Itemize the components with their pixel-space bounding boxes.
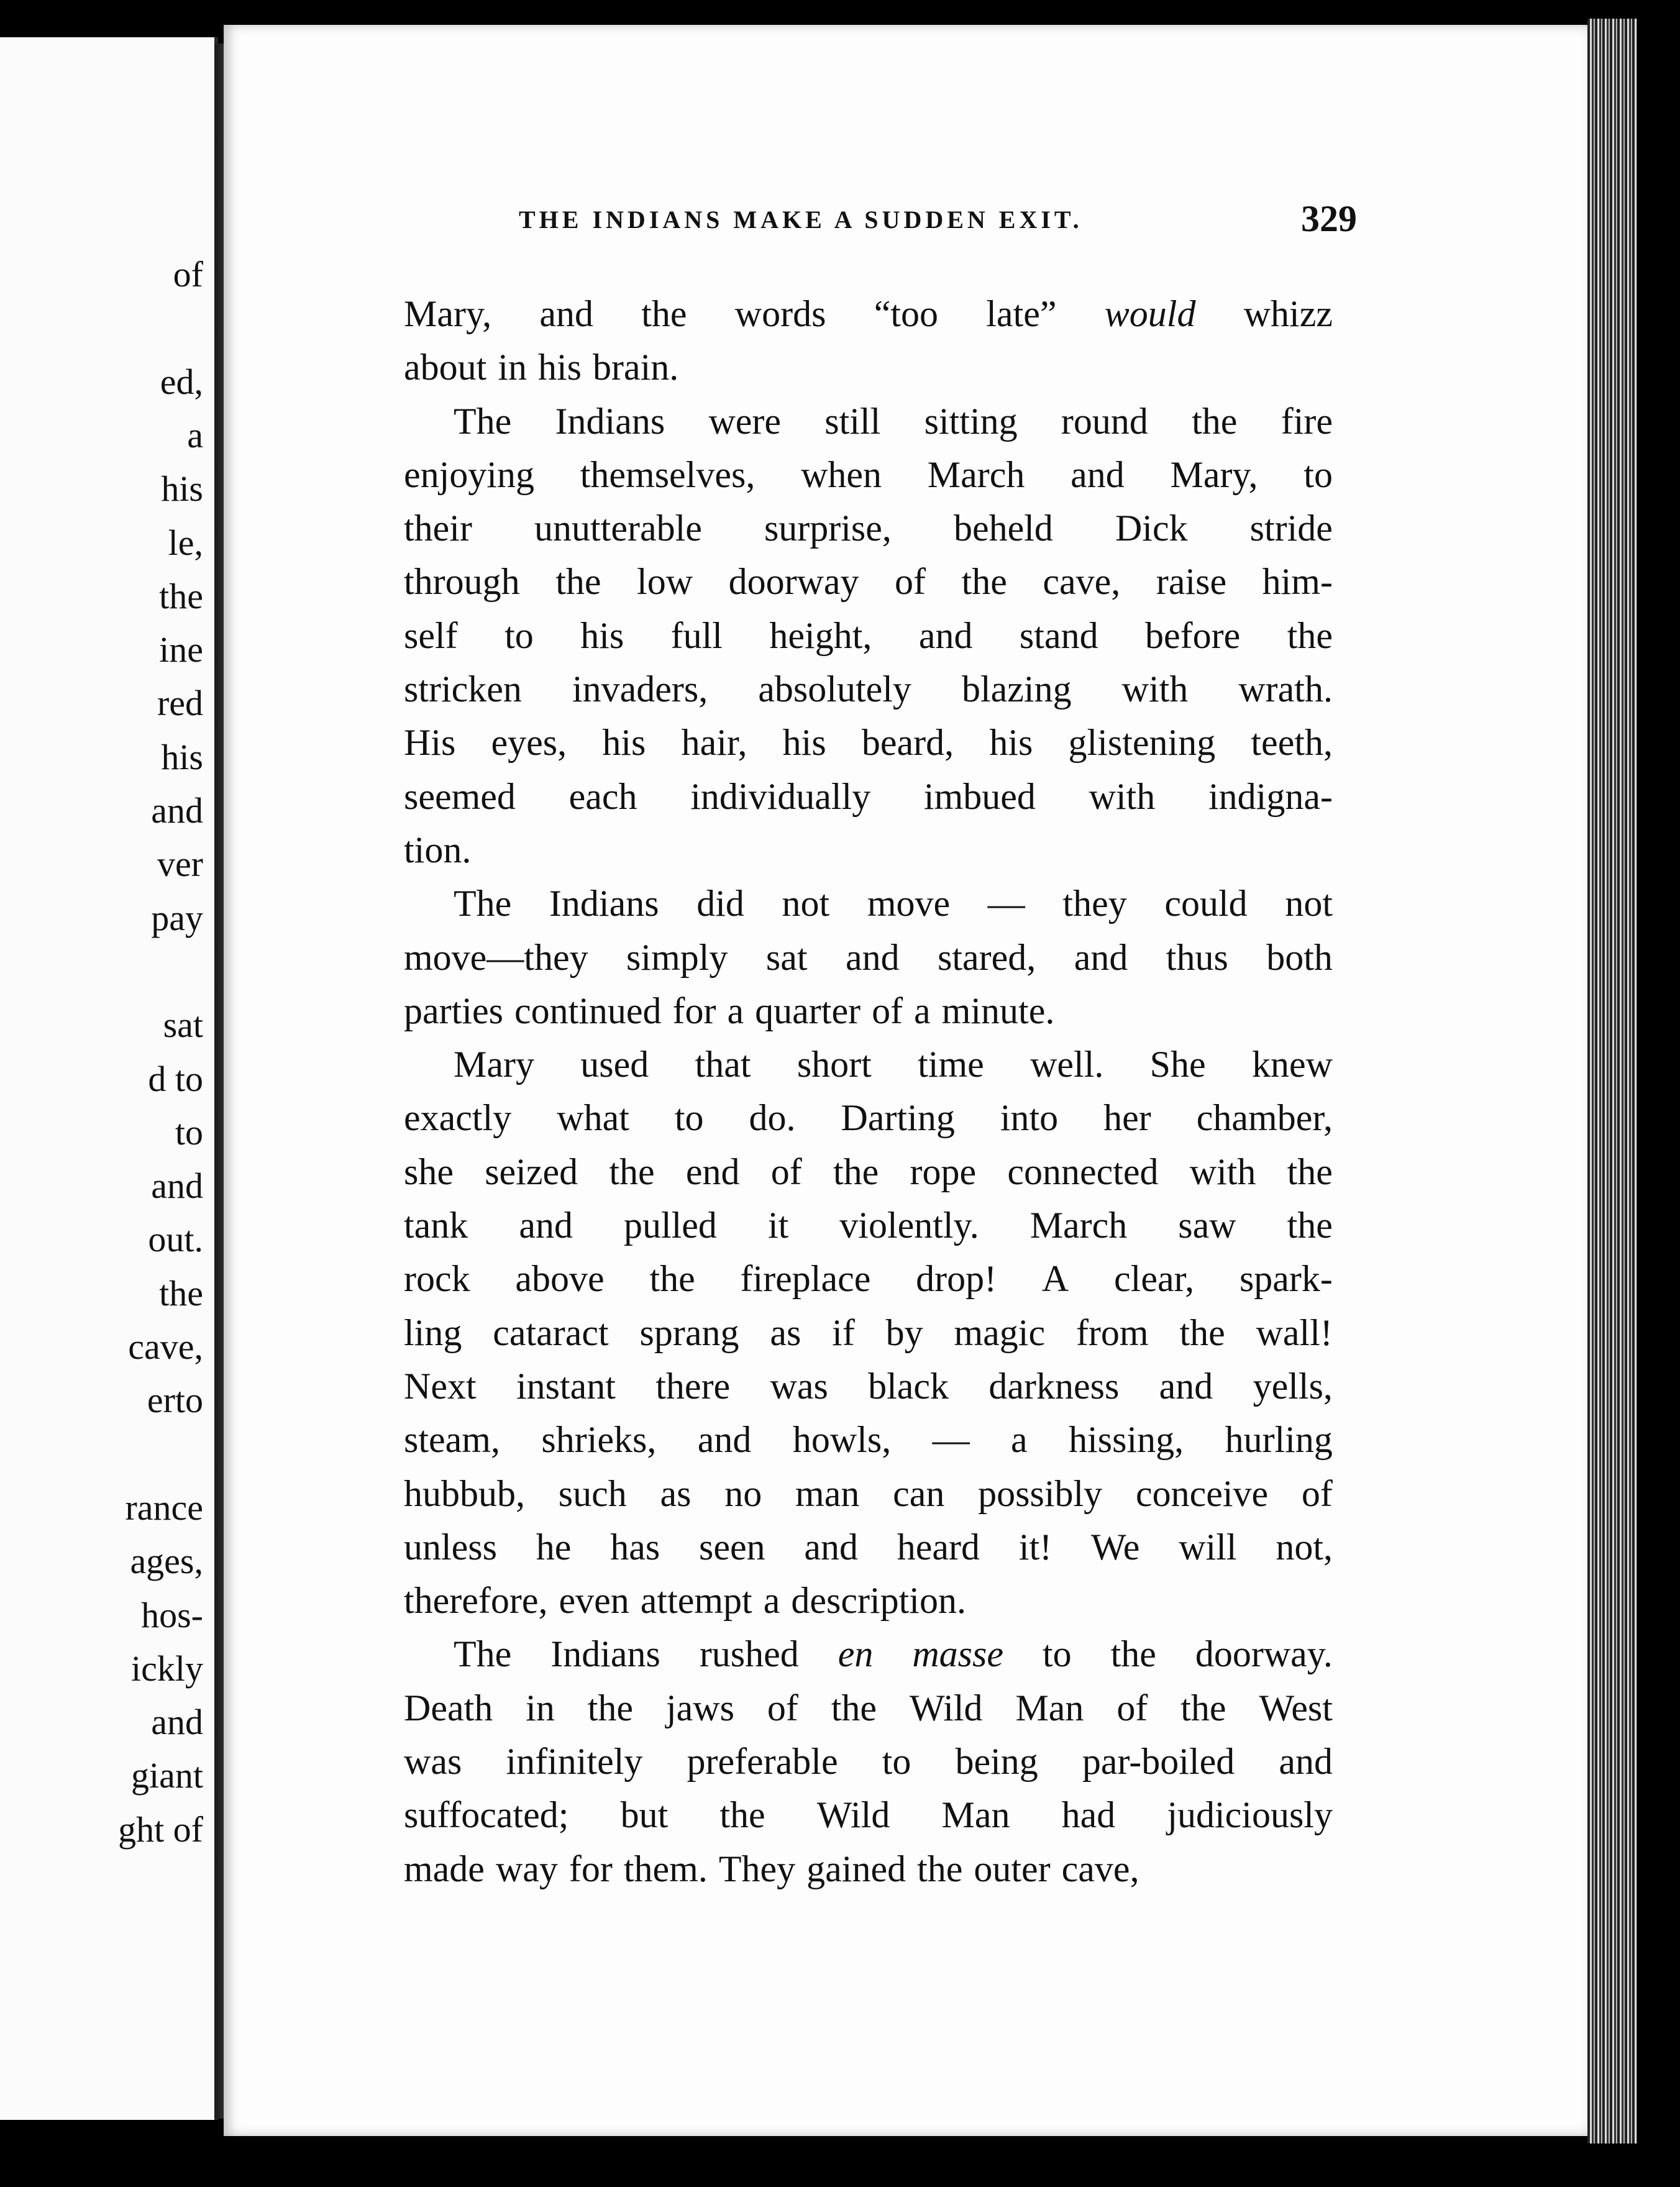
body-line: His eyes, his hair, his beard, his glistening teeth, (404, 722, 1333, 764)
body-line: unless he has seen and heard it! We will not, (404, 1526, 1333, 1568)
facing-page-fragment (0, 37, 218, 2120)
facing-page-line: erto (147, 1380, 203, 1421)
facing-page-line: a (187, 414, 203, 455)
facing-page-line: and (151, 1166, 203, 1207)
body-line: enjoying themselves, when March and Mary, to (404, 454, 1333, 495)
page-edges (1587, 19, 1637, 2144)
body-line: self to his full height, and stand before the (404, 614, 1333, 656)
body-line: hubbub, such as no man can possibly conceive of (404, 1472, 1333, 1514)
body-line: The Indians were still sitting round the fire (454, 400, 1333, 442)
running-head: THE INDIANS MAKE A SUDDEN EXIT. (519, 206, 1083, 234)
facing-page-line: sat (163, 1005, 203, 1046)
facing-page-line: and (151, 1702, 203, 1743)
body-line: was infinitely preferable to being par-boiled and (404, 1741, 1333, 1783)
book-cover-edge (1637, 12, 1680, 2150)
facing-page-line: out. (148, 1219, 203, 1260)
facing-page-line: the (159, 575, 203, 616)
body-line: exactly what to do. Darting into her chamber, (404, 1097, 1333, 1139)
body-line: therefore, even attempt a description. (404, 1580, 966, 1622)
body-line: she seized the end of the rope connected with the (404, 1151, 1333, 1192)
body-line: through the low doorway of the cave, raise him- (404, 561, 1333, 603)
facing-page-line: ver (157, 844, 203, 885)
body-line: parties continued for a quarter of a minute. (404, 990, 1055, 1031)
facing-page-line: cave, (128, 1326, 203, 1367)
page-number: 329 (1301, 198, 1357, 239)
facing-page-line: hos- (141, 1594, 203, 1635)
body-line: tion. (404, 829, 472, 870)
facing-page-line: ed, (160, 361, 203, 402)
body-line: ling cataract sprang as if by magic from the wall! (404, 1312, 1333, 1353)
body-line: seemed each individually imbued with indigna- (404, 775, 1333, 817)
body-line: The Indians rushed en masse to the doorway. (454, 1633, 1333, 1675)
body-text (404, 287, 1333, 1896)
body-line: made way for them. They gained the outer cave, (404, 1848, 1139, 1889)
facing-page-line: d to (148, 1058, 203, 1099)
body-line: tank and pulled it violently. March saw the (404, 1205, 1333, 1246)
facing-page-line: le, (168, 522, 203, 563)
facing-page-line: ine (159, 629, 203, 670)
body-line: suffocated; but the Wild Man had judiciously (404, 1794, 1333, 1836)
facing-page-line: the (159, 1272, 203, 1313)
facing-page-line: to (175, 1112, 203, 1153)
facing-page-line: his (161, 468, 203, 509)
body-line: rock above the fireplace drop! A clear, spark- (404, 1258, 1333, 1300)
body-line: stricken invaders, absolutely blazing with wrath. (404, 669, 1333, 710)
facing-page-line: of (173, 254, 203, 294)
body-line: Death in the jaws of the Wild Man of the West (404, 1687, 1333, 1728)
body-line: steam, shrieks, and howls, — a hissing, hurling (404, 1419, 1333, 1461)
facing-page-line: giant (131, 1755, 203, 1796)
facing-page-line: his (161, 736, 203, 777)
body-line: Next instant there was black darkness and yells, (404, 1365, 1333, 1407)
facing-page-line: ght of (118, 1809, 203, 1850)
facing-page-line: ickly (131, 1648, 203, 1689)
facing-page-line: red (157, 683, 203, 724)
body-line: The Indians did not move — they could not (454, 883, 1333, 925)
body-line: Mary used that short time well. She knew (454, 1044, 1333, 1085)
facing-page-line: ages, (130, 1541, 203, 1582)
body-line: their unutterable surprise, beheld Dick stride (404, 508, 1333, 549)
body-line: about in his brain. (404, 347, 679, 388)
facing-page-line: rance (125, 1487, 203, 1528)
body-line: move—they simply sat and stared, and thus both (404, 936, 1333, 978)
facing-page-line: pay (151, 897, 203, 938)
facing-page-line: and (151, 790, 203, 831)
body-line: Mary, and the words “too late” would whizz (404, 293, 1333, 334)
